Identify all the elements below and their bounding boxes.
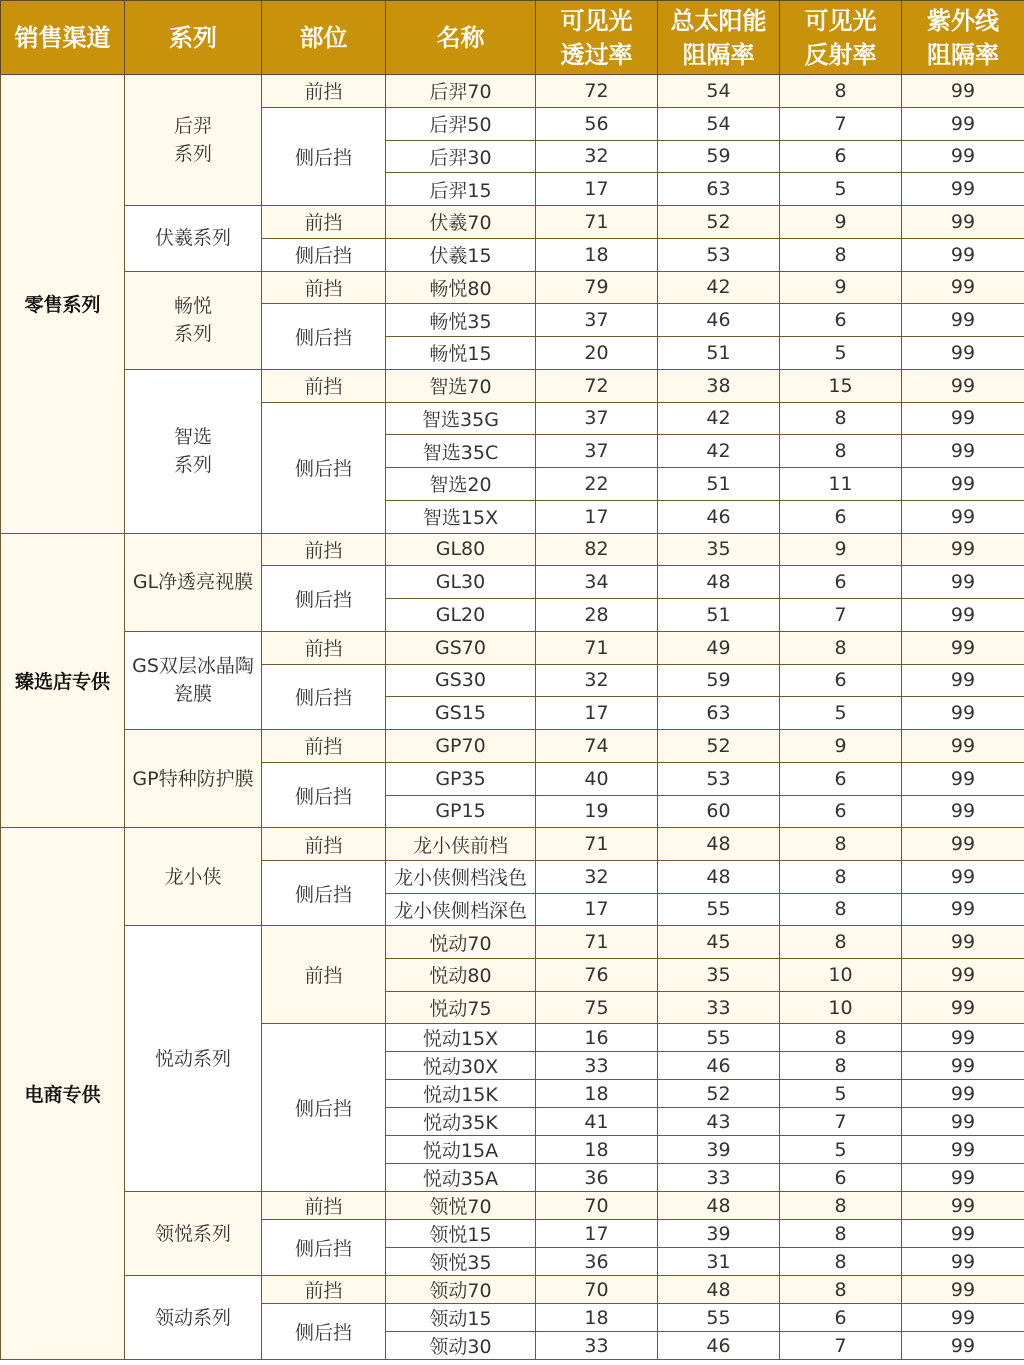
vlr-value: 7	[780, 1108, 902, 1136]
product-name: 龙小侠侧档深色	[386, 893, 536, 926]
vlt-value: 32	[536, 664, 658, 697]
tser-value: 33	[658, 991, 780, 1024]
vlt-value: 17	[536, 893, 658, 926]
tser-value: 52	[658, 206, 780, 239]
vlr-value: 6	[780, 795, 902, 828]
position-cell: 前挡	[262, 75, 386, 108]
header-text: 总太阳能	[670, 6, 767, 35]
product-name: 畅悦80	[386, 271, 536, 304]
position-cell: 前挡	[262, 926, 386, 1024]
tser-value: 49	[658, 631, 780, 664]
product-name: 后羿30	[386, 140, 536, 173]
uv-value: 99	[902, 1164, 1024, 1192]
vlr-value: 8	[780, 893, 902, 926]
vlt-value: 32	[536, 860, 658, 893]
series-cell	[125, 369, 262, 533]
header-position	[262, 1, 386, 75]
product-name: 伏羲15	[386, 238, 536, 271]
series-name-line: 后羿	[173, 115, 212, 137]
series-cell	[125, 75, 262, 206]
product-name: 领悦70	[386, 1192, 536, 1220]
uv-value: 99	[902, 173, 1024, 206]
uv-value: 99	[902, 795, 1024, 828]
vlt-value: 34	[536, 566, 658, 599]
series-name-line: GP特种防护膜	[132, 767, 254, 790]
series-name-line: 领悦系列	[154, 1222, 231, 1245]
table-row	[1, 1192, 1024, 1220]
vlr-value: 8	[780, 1192, 902, 1220]
vlt-value: 16	[536, 1024, 658, 1052]
vlt-value: 71	[536, 631, 658, 664]
product-name: 悦动70	[386, 926, 536, 959]
position-cell: 前挡	[262, 206, 386, 239]
uv-value: 99	[902, 1192, 1024, 1220]
product-name: 悦动75	[386, 991, 536, 1024]
tser-value: 46	[658, 1332, 780, 1360]
product-name: GP35	[386, 762, 536, 795]
uv-value: 99	[902, 1108, 1024, 1136]
series-name-line: 系列	[173, 323, 212, 346]
position-cell: 前挡	[262, 1192, 386, 1220]
vlr-value: 6	[780, 664, 902, 697]
vlt-value: 72	[536, 369, 658, 402]
tser-value: 48	[658, 566, 780, 599]
position-cell: 侧后挡	[262, 107, 386, 205]
product-name: 领动70	[386, 1276, 536, 1304]
vlt-value: 36	[536, 1248, 658, 1276]
vlr-value: 11	[780, 468, 902, 501]
vlt-value: 19	[536, 795, 658, 828]
tser-value: 52	[658, 1080, 780, 1108]
uv-value: 99	[902, 860, 1024, 893]
position-cell: 侧后挡	[262, 402, 386, 533]
uv-value: 99	[902, 893, 1024, 926]
uv-value: 99	[902, 566, 1024, 599]
vlt-value: 70	[536, 1276, 658, 1304]
tser-value: 51	[658, 599, 780, 632]
series-name-line: 领动系列	[154, 1306, 231, 1329]
position-cell: 侧后挡	[262, 1220, 386, 1276]
product-name: 领动15	[386, 1304, 536, 1332]
uv-value: 99	[902, 107, 1024, 140]
series-cell	[125, 206, 262, 272]
product-name: GS30	[386, 664, 536, 697]
vlr-value: 6	[780, 762, 902, 795]
position-cell: 侧后挡	[262, 860, 386, 925]
vlt-value: 37	[536, 435, 658, 468]
uv-value: 99	[902, 1220, 1024, 1248]
product-name: 悦动80	[386, 959, 536, 992]
header-text: 销售渠道	[14, 23, 111, 52]
vlr-value: 6	[780, 1164, 902, 1192]
header-text: 紫外线	[927, 6, 999, 35]
vlr-value: 7	[780, 107, 902, 140]
vlt-value: 74	[536, 730, 658, 763]
vlt-value: 28	[536, 599, 658, 632]
tser-value: 48	[658, 828, 780, 861]
tser-value: 46	[658, 500, 780, 533]
tser-value: 48	[658, 1192, 780, 1220]
product-name: 龙小侠前档	[386, 828, 536, 861]
series-name-line: 龙小侠	[164, 865, 222, 888]
vlt-value: 36	[536, 1164, 658, 1192]
product-name: 龙小侠侧档浅色	[386, 860, 536, 893]
uv-value: 99	[902, 500, 1024, 533]
product-name: GL20	[386, 599, 536, 632]
header-vlr	[780, 1, 902, 75]
uv-value: 99	[902, 1332, 1024, 1360]
vlr-value: 9	[780, 271, 902, 304]
position-cell: 侧后挡	[262, 566, 386, 632]
vlr-value: 7	[780, 599, 902, 632]
product-name: 悦动15A	[386, 1136, 536, 1164]
series-cell	[125, 828, 262, 926]
table-row	[1, 533, 1024, 566]
product-name: 智选35G	[386, 402, 536, 435]
series-name-line: 悦动系列	[154, 1047, 231, 1070]
uv-value: 99	[902, 435, 1024, 468]
header-vlt	[536, 1, 658, 75]
vlt-value: 22	[536, 468, 658, 501]
header-product-name	[386, 1, 536, 75]
product-name: 悦动35K	[386, 1108, 536, 1136]
header-text: 名称	[436, 23, 485, 52]
uv-value: 99	[902, 1052, 1024, 1080]
uv-value: 99	[902, 206, 1024, 239]
vlt-value: 70	[536, 1192, 658, 1220]
vlt-value: 37	[536, 402, 658, 435]
product-name: 智选15X	[386, 500, 536, 533]
vlt-value: 76	[536, 959, 658, 992]
vlr-value: 9	[780, 533, 902, 566]
uv-value: 99	[902, 1304, 1024, 1332]
position-cell: 侧后挡	[262, 304, 386, 370]
vlt-value: 17	[536, 500, 658, 533]
product-name: GP70	[386, 730, 536, 763]
tser-value: 63	[658, 697, 780, 730]
table-row	[1, 75, 1024, 108]
table-row	[1, 1276, 1024, 1304]
uv-value: 99	[902, 337, 1024, 370]
series-cell	[125, 631, 262, 729]
series-name-line: 伏羲系列	[154, 227, 231, 250]
channel-cell: 零售系列	[1, 75, 125, 534]
tser-value: 53	[658, 762, 780, 795]
tser-value: 46	[658, 304, 780, 337]
tser-value: 31	[658, 1248, 780, 1276]
tser-value: 42	[658, 402, 780, 435]
tser-value: 42	[658, 435, 780, 468]
vlt-value: 79	[536, 271, 658, 304]
tser-value: 48	[658, 1276, 780, 1304]
vlr-value: 5	[780, 1080, 902, 1108]
header-text-line2: 阻隔率	[682, 40, 755, 69]
position-cell: 前挡	[262, 1276, 386, 1304]
uv-value: 99	[902, 599, 1024, 632]
uv-value: 99	[902, 959, 1024, 992]
tser-value: 46	[658, 1052, 780, 1080]
series-cell	[125, 1276, 262, 1360]
table-row	[1, 631, 1024, 664]
tser-value: 39	[658, 1136, 780, 1164]
product-name: 悦动35A	[386, 1164, 536, 1192]
header-uv-rejection	[902, 1, 1024, 75]
series-name-line: 系列	[173, 143, 212, 165]
vlr-value: 8	[780, 1248, 902, 1276]
series-cell	[125, 1192, 262, 1276]
uv-value: 99	[902, 238, 1024, 271]
uv-value: 99	[902, 631, 1024, 664]
vlr-value: 10	[780, 991, 902, 1024]
series-cell	[125, 271, 262, 369]
uv-value: 99	[902, 664, 1024, 697]
product-name: 悦动30X	[386, 1052, 536, 1080]
series-name-line: 瓷膜	[173, 683, 212, 706]
uv-value: 99	[902, 533, 1024, 566]
vlt-value: 32	[536, 140, 658, 173]
header-text: 系列	[169, 23, 217, 52]
vlr-value: 6	[780, 304, 902, 337]
header-tser	[658, 1, 780, 75]
vlr-value: 6	[780, 1304, 902, 1332]
tser-value: 55	[658, 1024, 780, 1052]
vlr-value: 15	[780, 369, 902, 402]
vlr-value: 8	[780, 828, 902, 861]
series-name-line: GL净透亮视膜	[132, 571, 254, 594]
tser-value: 59	[658, 664, 780, 697]
vlr-value: 8	[780, 631, 902, 664]
vlt-value: 40	[536, 762, 658, 795]
header-text-line2: 反射率	[804, 40, 877, 69]
tser-value: 35	[658, 533, 780, 566]
vlt-value: 18	[536, 1304, 658, 1332]
position-cell: 侧后挡	[262, 238, 386, 271]
header-row	[1, 1, 1024, 75]
vlt-value: 71	[536, 206, 658, 239]
vlr-value: 6	[780, 500, 902, 533]
vlt-value: 71	[536, 926, 658, 959]
product-name: 领悦15	[386, 1220, 536, 1248]
table-row	[1, 730, 1024, 763]
tser-value: 55	[658, 893, 780, 926]
header-text-line2: 阻隔率	[927, 40, 999, 69]
tser-value: 42	[658, 271, 780, 304]
vlt-value: 72	[536, 75, 658, 108]
product-name: 领悦35	[386, 1248, 536, 1276]
vlr-value: 8	[780, 926, 902, 959]
series-cell	[125, 730, 262, 828]
uv-value: 99	[902, 1080, 1024, 1108]
vlt-value: 17	[536, 173, 658, 206]
series-name-line: GS双层冰晶陶	[132, 655, 254, 678]
product-name: GS15	[386, 697, 536, 730]
vlt-value: 18	[536, 1080, 658, 1108]
vlr-value: 8	[780, 1220, 902, 1248]
table-row	[1, 271, 1024, 304]
tser-value: 39	[658, 1220, 780, 1248]
uv-value: 99	[902, 1248, 1024, 1276]
product-name: 畅悦35	[386, 304, 536, 337]
vlr-value: 8	[780, 860, 902, 893]
product-name: 伏羲70	[386, 206, 536, 239]
tser-value: 54	[658, 75, 780, 108]
tser-value: 35	[658, 959, 780, 992]
vlt-value: 17	[536, 1220, 658, 1248]
position-cell: 侧后挡	[262, 762, 386, 828]
product-name: 悦动15X	[386, 1024, 536, 1052]
uv-value: 99	[902, 1276, 1024, 1304]
vlr-value: 8	[780, 402, 902, 435]
vlr-value: 5	[780, 173, 902, 206]
tser-value: 52	[658, 730, 780, 763]
channel-cell: 臻选店专供	[1, 533, 125, 828]
product-name: 悦动15K	[386, 1080, 536, 1108]
uv-value: 99	[902, 1136, 1024, 1164]
tser-value: 59	[658, 140, 780, 173]
vlr-value: 9	[780, 730, 902, 763]
vlr-value: 6	[780, 140, 902, 173]
product-name: 智选70	[386, 369, 536, 402]
uv-value: 99	[902, 991, 1024, 1024]
table-row	[1, 828, 1024, 861]
tser-value: 45	[658, 926, 780, 959]
tser-value: 48	[658, 860, 780, 893]
uv-value: 99	[902, 730, 1024, 763]
tser-value: 51	[658, 337, 780, 370]
uv-value: 99	[902, 828, 1024, 861]
series-cell	[125, 926, 262, 1192]
position-cell: 侧后挡	[262, 664, 386, 730]
header-text: 可见光	[804, 6, 877, 35]
tser-value: 55	[658, 1304, 780, 1332]
header-text: 部位	[299, 23, 348, 52]
vlr-value: 5	[780, 337, 902, 370]
vlr-value: 7	[780, 1332, 902, 1360]
tser-value: 43	[658, 1108, 780, 1136]
tser-value: 53	[658, 238, 780, 271]
product-name: 畅悦15	[386, 337, 536, 370]
vlr-value: 8	[780, 1052, 902, 1080]
vlr-value: 10	[780, 959, 902, 992]
position-cell: 前挡	[262, 631, 386, 664]
uv-value: 99	[902, 926, 1024, 959]
uv-value: 99	[902, 304, 1024, 337]
vlt-value: 82	[536, 533, 658, 566]
vlt-value: 56	[536, 107, 658, 140]
header-sales-channel	[1, 1, 125, 75]
product-name: 后羿50	[386, 107, 536, 140]
header-series	[125, 1, 262, 75]
tser-value: 63	[658, 173, 780, 206]
vlt-value: 20	[536, 337, 658, 370]
product-name: GS70	[386, 631, 536, 664]
uv-value: 99	[902, 271, 1024, 304]
uv-value: 99	[902, 402, 1024, 435]
vlr-value: 8	[780, 75, 902, 108]
vlr-value: 8	[780, 1276, 902, 1304]
tser-value: 38	[658, 369, 780, 402]
uv-value: 99	[902, 697, 1024, 730]
vlr-value: 8	[780, 435, 902, 468]
vlt-value: 41	[536, 1108, 658, 1136]
product-name: GL30	[386, 566, 536, 599]
header-text-line2: 透过率	[560, 40, 633, 69]
position-cell: 侧后挡	[262, 1304, 386, 1360]
vlr-value: 9	[780, 206, 902, 239]
uv-value: 99	[902, 140, 1024, 173]
vlr-value: 8	[780, 238, 902, 271]
uv-value: 99	[902, 75, 1024, 108]
tser-value: 33	[658, 1164, 780, 1192]
vlt-value: 75	[536, 991, 658, 1024]
product-name: GP15	[386, 795, 536, 828]
position-cell: 前挡	[262, 533, 386, 566]
vlt-value: 37	[536, 304, 658, 337]
series-name-line: 智选	[173, 426, 212, 449]
position-cell: 前挡	[262, 369, 386, 402]
vlt-value: 18	[536, 1136, 658, 1164]
product-name: 后羿15	[386, 173, 536, 206]
uv-value: 99	[902, 1024, 1024, 1052]
vlr-value: 8	[780, 1024, 902, 1052]
tser-value: 60	[658, 795, 780, 828]
series-name-line: 畅悦	[173, 295, 212, 318]
vlr-value: 5	[780, 697, 902, 730]
position-cell: 侧后挡	[262, 1024, 386, 1192]
product-name: 领动30	[386, 1332, 536, 1360]
vlt-value: 71	[536, 828, 658, 861]
position-cell: 前挡	[262, 828, 386, 861]
vlt-value: 33	[536, 1052, 658, 1080]
table-body	[1, 75, 1024, 1360]
product-name: 智选35C	[386, 435, 536, 468]
product-name: 后羿70	[386, 75, 536, 108]
vlt-value: 18	[536, 238, 658, 271]
uv-value: 99	[902, 468, 1024, 501]
vlt-value: 33	[536, 1332, 658, 1360]
table-row	[1, 369, 1024, 402]
vlr-value: 5	[780, 1136, 902, 1164]
product-name: 智选20	[386, 468, 536, 501]
channel-cell: 电商专供	[1, 828, 125, 1360]
tser-value: 51	[658, 468, 780, 501]
product-name: GL80	[386, 533, 536, 566]
position-cell: 前挡	[262, 730, 386, 763]
uv-value: 99	[902, 762, 1024, 795]
table-row	[1, 206, 1024, 239]
uv-value: 99	[902, 369, 1024, 402]
series-cell	[125, 533, 262, 631]
vlr-value: 6	[780, 566, 902, 599]
vlt-value: 17	[536, 697, 658, 730]
series-name-line: 系列	[173, 454, 212, 477]
table-row	[1, 926, 1024, 959]
tser-value: 54	[658, 107, 780, 140]
header-text: 可见光	[560, 6, 633, 35]
position-cell: 前挡	[262, 271, 386, 304]
